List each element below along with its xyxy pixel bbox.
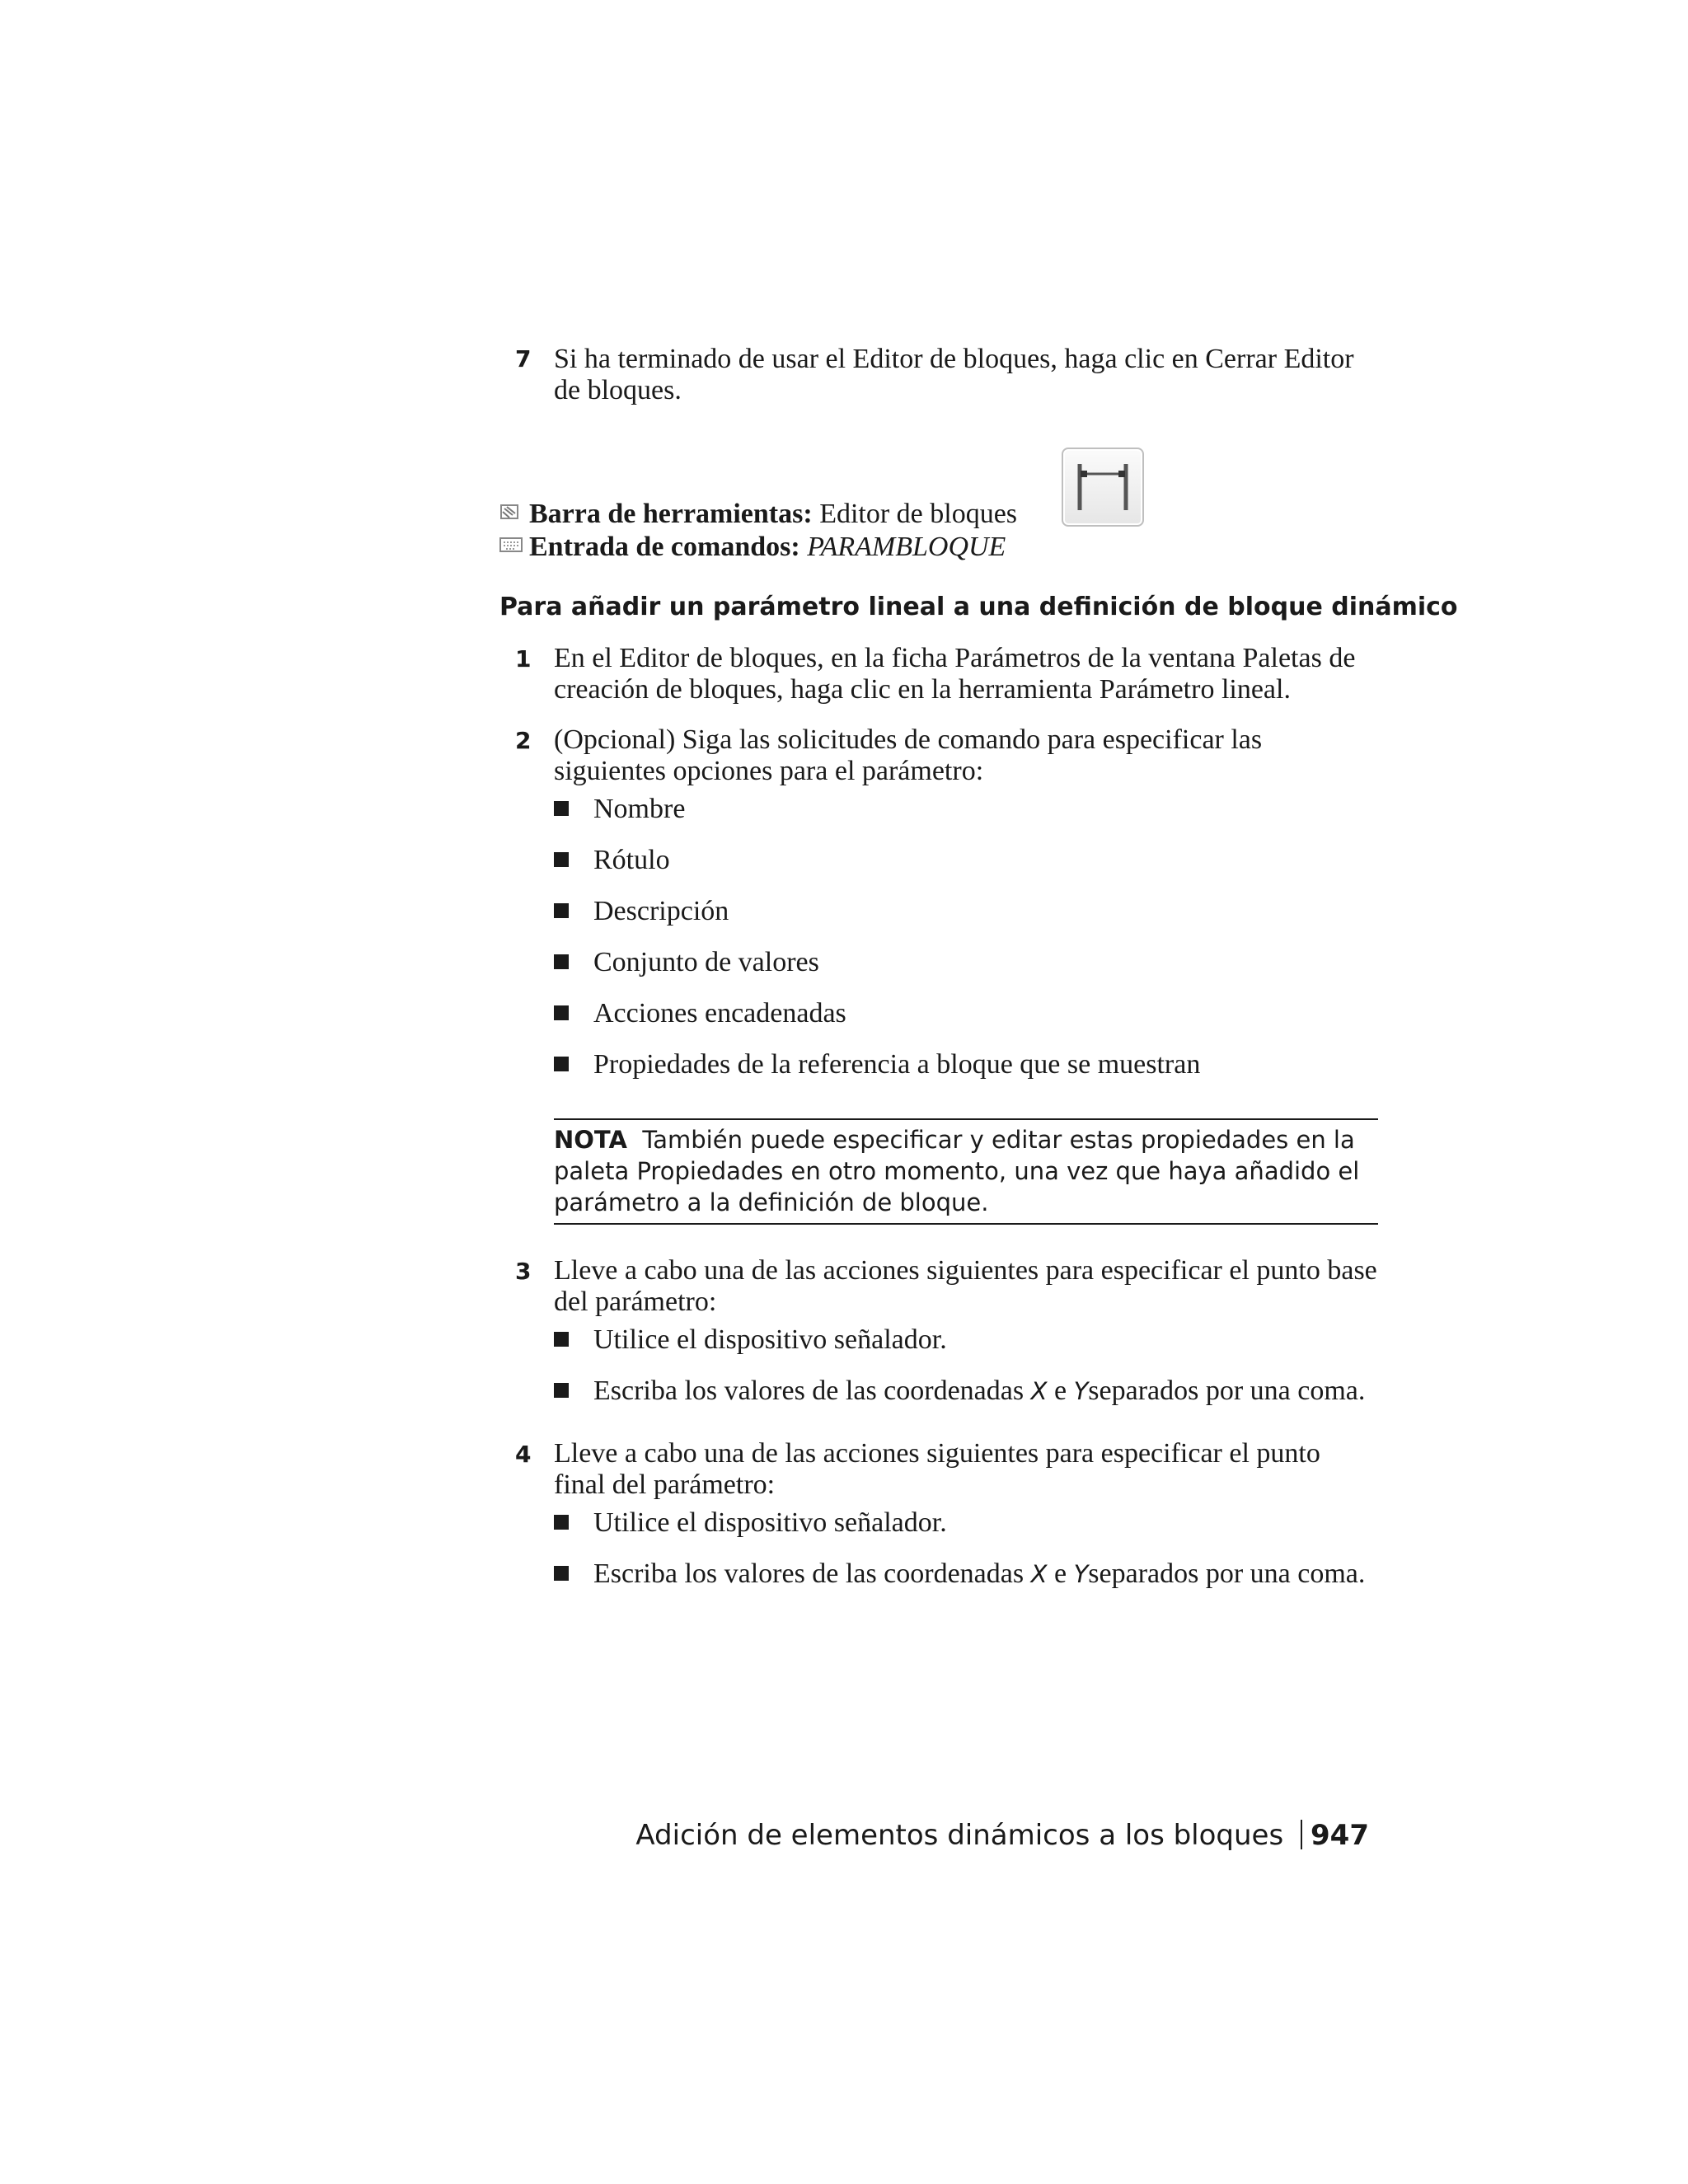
linear-parameter-icon[interactable] xyxy=(1062,448,1144,527)
keyboard-icon xyxy=(499,536,523,554)
page-footer xyxy=(635,1817,1369,1854)
step-number: 4 xyxy=(515,1441,532,1468)
footer-section-title: Adición de elementos dinámicos a los bloques xyxy=(635,1819,1284,1852)
page-number: 947 xyxy=(1311,1819,1369,1852)
step-number: 2 xyxy=(515,727,532,754)
note-rule-bottom xyxy=(554,1223,1378,1225)
step-text: En el Editor de bloques, en la ficha Parámetros de la ventana Paletas de creación de bloques, haga clic en la herramienta Parámetro lineal. xyxy=(554,643,1356,705)
step-number: 7 xyxy=(515,345,532,373)
linear-parameter-glyph-icon xyxy=(1063,449,1142,525)
step-text: (Opcional) Siga las solicitudes de comando para especificar las siguientes opciones para el parámetro: xyxy=(554,724,1263,786)
footer-separator xyxy=(1301,1820,1302,1849)
note-block xyxy=(554,1124,1378,1218)
bullet-square-icon xyxy=(554,852,569,867)
toolbar-indicator-icon xyxy=(499,503,523,521)
bullet-square-icon xyxy=(554,1005,569,1020)
command-line xyxy=(529,532,1006,563)
bullet-square-icon xyxy=(554,1566,569,1581)
procedure-heading: Para añadir un parámetro lineal a una definición de bloque dinámico xyxy=(499,593,1458,621)
step-text: Si ha terminado de usar el Editor de bloques, haga clic en Cerrar Editor de bloques. xyxy=(554,344,1354,405)
bullet-square-icon xyxy=(554,954,569,969)
note-text: También puede especificar y editar estas propiedades en la paleta Propiedades en otro momento, una vez que haya añadido el parámetro a la definición de bloque. xyxy=(554,1126,1360,1216)
note-label: NOTA xyxy=(554,1126,627,1154)
step-number: 3 xyxy=(515,1258,532,1285)
command-label: Entrada de comandos: xyxy=(529,532,800,562)
toolbar-line xyxy=(529,499,1017,530)
bullet-square-icon xyxy=(554,903,569,918)
bullet-square-icon xyxy=(554,1515,569,1530)
toolbar-value: Editor de bloques xyxy=(819,499,1018,529)
step-text: Lleve a cabo una de las acciones siguientes para especificar el punto base del parámetro: xyxy=(554,1255,1377,1317)
step-text: Lleve a cabo una de las acciones siguientes para especificar el punto final del parámetro: xyxy=(554,1438,1320,1500)
bullet-square-icon xyxy=(554,1332,569,1347)
toolbar-label: Barra de herramientas: xyxy=(529,499,813,529)
note-rule-top xyxy=(554,1118,1378,1120)
step-number: 1 xyxy=(515,645,532,673)
bullet-square-icon xyxy=(554,801,569,816)
bullet-square-icon xyxy=(554,1383,569,1398)
bullet-square-icon xyxy=(554,1057,569,1071)
command-value: PARAMBLOQUE xyxy=(807,532,1006,562)
